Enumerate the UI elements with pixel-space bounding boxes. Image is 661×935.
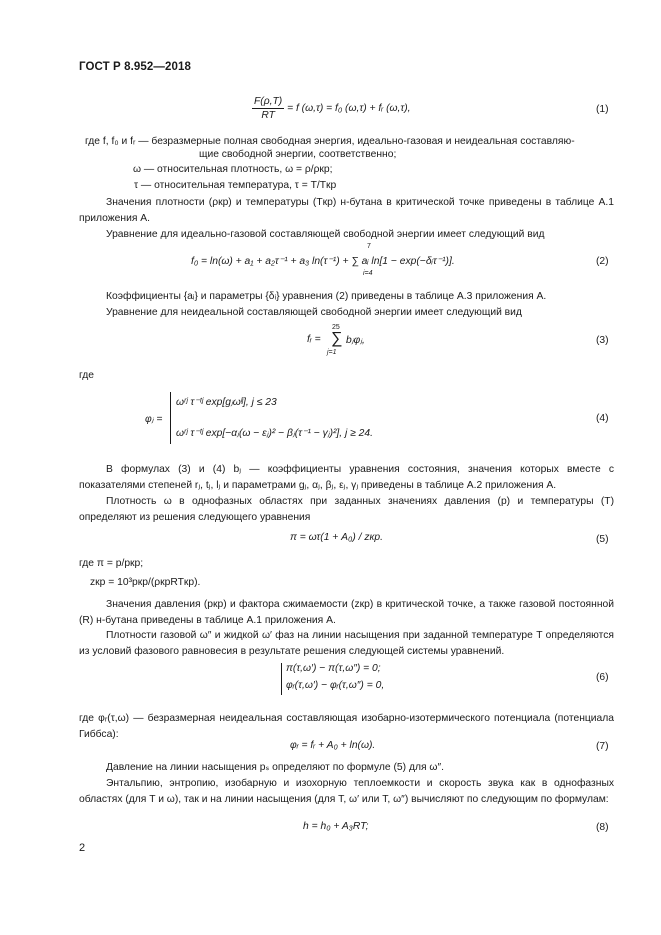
- equation-8: h = h₀ + A₃RT;: [303, 821, 369, 832]
- equation-7-number: (7): [596, 741, 609, 752]
- equation-3-sum-sign: ∑: [331, 330, 343, 347]
- equation-2-sum-top: 7: [367, 243, 371, 250]
- equation-6-row-1: π(τ,ω′) − π(τ,ω″) = 0;: [286, 663, 381, 674]
- equation-3-number: (3): [596, 335, 609, 346]
- paragraph-saturation-pressure: Давление на линии насыщения pₛ определяют по формуле (5) для ω″.: [106, 762, 444, 773]
- equation-3-lhs: fᵣ =: [307, 334, 321, 345]
- equation-6-brace: [281, 663, 282, 695]
- equation-5: π = ωτ(1 + A₀) / zкр.: [290, 532, 383, 543]
- paragraph-properties: Энтальпию, энтропию, изобарную и изохорную теплоемкости и скорость звука как в однофазных областях (для T и ω), так и на линии насыщения (для T, ω′ или T, ω″) вычисляют по следующим по формулам:: [79, 778, 614, 805]
- page-number: 2: [79, 842, 86, 854]
- equation-3-sum-bottom: j=1: [327, 349, 337, 356]
- equation-4-row-2: ωʳʲ τ⁻ᵗʲ exp[−αⱼ(ω − εⱼ)² − βⱼ(τ⁻¹ − γⱼ)²], j ≥ 24.: [176, 428, 373, 439]
- paragraph-saturation-densities: Плотности газовой ω″ и жидкой ω′ фаз на линии насыщения при заданной температуре T определяются из условий фазового равновесия в результате решения следующей системы уравнений.: [79, 630, 614, 657]
- equation-1-rhs: = f (ω,τ) = f₀ (ω,τ) + fᵣ (ω,τ),: [287, 103, 411, 115]
- equation-8-number: (8): [596, 822, 609, 833]
- where-pi: где π = p/pкр;: [79, 558, 144, 569]
- equation-1-numerator: F(ρ,T): [254, 96, 283, 107]
- paragraph-critical-values: Значения плотности (ρкр) и температуры (Tкр) н-бутана в критической точке приведены в таблице А.1 приложения А.: [79, 197, 614, 224]
- equation-2-number: (2): [596, 256, 609, 267]
- document-header: ГОСТ Р 8.952—2018: [79, 61, 191, 73]
- equation-4-brace: [170, 392, 171, 444]
- equation-1: [252, 96, 411, 121]
- equation-1-number: (1): [596, 104, 609, 115]
- equation-6-row-2: φᵣ(τ,ω′) − φᵣ(τ,ω″) = 0,: [286, 680, 385, 691]
- where-f-line-1: где f, f₀ и fᵣ — безразмерные полная свободная энергия, идеально-газовая и неидеальная составляю-: [85, 136, 575, 147]
- equation-1-denominator: RT: [261, 110, 275, 121]
- where-phi-label: где: [79, 370, 95, 381]
- paragraph-formula-coefficients: В формулах (3) и (4) bⱼ — коэффициенты уравнения состояния, значения которых вместе с показателями степеней rⱼ, tⱼ, lⱼ и параметрами gⱼ, αⱼ, βⱼ, εⱼ, γⱼ приведены в таблице А.2 приложения А.: [79, 464, 614, 491]
- paragraph-density-intro: Плотность ω в однофазных областях при заданных значениях давления (p) и температуры (T) определяют из решения следующего уравнения: [79, 496, 614, 523]
- where-f-line-2: щие свободной энергии, соответственно;: [199, 149, 397, 160]
- paragraph-residual-intro: Уравнение для неидеальной составляющей свободной энергии имеет следующий вид: [106, 307, 522, 318]
- equation-3-sum-top: 25: [332, 324, 340, 331]
- equation-4-number: (4): [596, 413, 609, 424]
- equation-5-number: (5): [596, 534, 609, 545]
- equation-3-rhs: bⱼφⱼ,: [346, 335, 365, 346]
- equation-4-lhs: φⱼ =: [145, 414, 163, 425]
- equation-4-row-1: ωʳʲ τ⁻ᵗʲ exp[gⱼωˡʲ], j ≤ 23: [176, 397, 277, 408]
- equation-6-number: (6): [596, 672, 609, 683]
- paragraph-coefficients: Коэффициенты {aᵢ} и параметры {δᵢ} уравнения (2) приведены в таблице А.3 приложения А.: [106, 291, 547, 302]
- paragraph-ideal-gas-intro: Уравнение для идеально-газовой составляющей свободной энергии имеет следующий вид: [106, 229, 545, 240]
- equation-1-fraction: [252, 96, 284, 121]
- where-z: zкр = 10³pкр/(ρкрRTкр).: [90, 577, 201, 588]
- paragraph-critical-pressure: Значения давления (pкр) и фактора сжимаемости (zкр) в критической точке, а также газовой постоянной (R) н-бутана приведены в таблице А.1 приложения А.: [79, 599, 614, 626]
- equation-2-sum-bottom: i=4: [363, 270, 373, 277]
- equation-7: φᵣ = fᵣ + A₀ + ln(ω).: [290, 740, 376, 751]
- where-tau: τ — относительная температура, τ = T/Tкр: [134, 180, 337, 191]
- where-gibbs: где φᵣ(τ,ω) — безразмерная неидеальная составляющая изобарно-изотермического потенциала (потенциала Гиббса):: [79, 713, 614, 740]
- where-omega: ω — относительная плотность, ω = ρ/ρкр;: [133, 164, 333, 175]
- equation-2: f₀ = ln(ω) + a₁ + a₂τ⁻¹ + a₃ ln(τ⁻¹) + ∑ aᵢ ln[1 − exp(−δᵢτ⁻¹)].: [191, 256, 455, 267]
